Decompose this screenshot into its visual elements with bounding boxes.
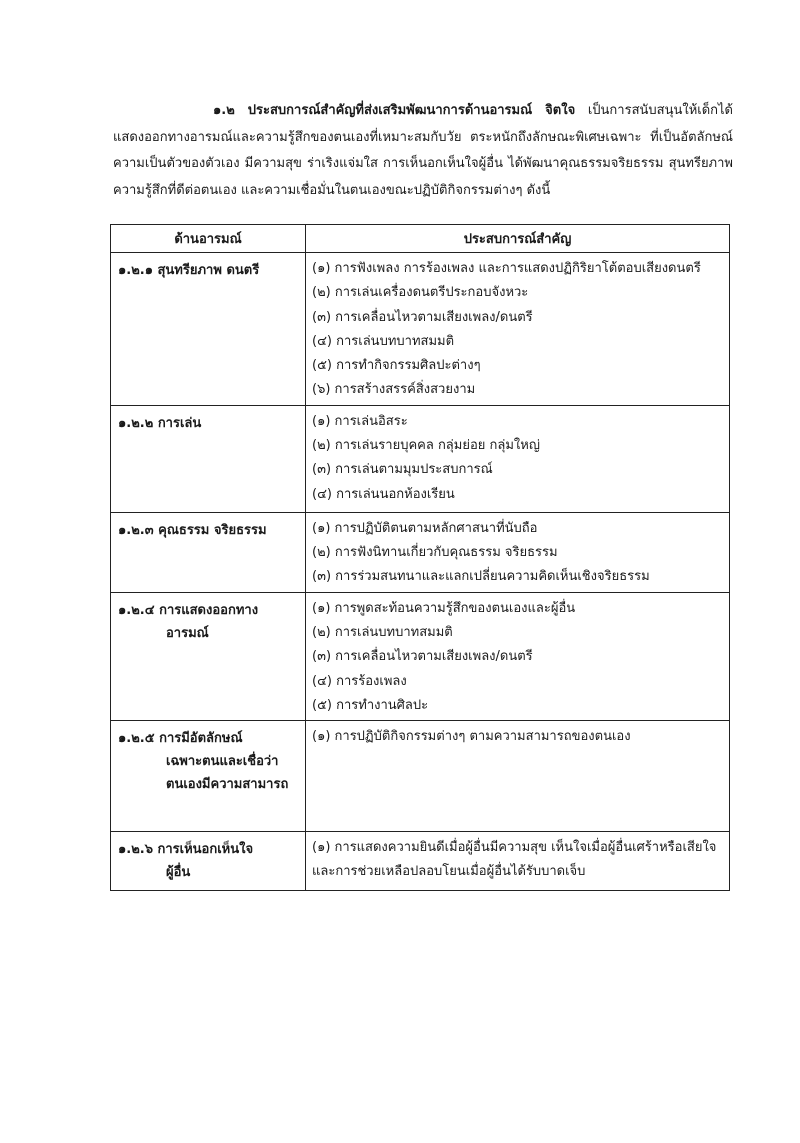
items-cell [306,592,730,720]
category-number: ๑.๒.๓ [118,522,154,538]
category-number: ๑.๒.๕ [118,731,155,747]
category-title: การแสดงออกทาง [159,602,259,618]
header-emotion: ด้านอารมณ์ [111,225,306,253]
category-cell [111,721,306,832]
category-title: สุนทรียภาพ ดนตรี [157,263,260,278]
category-title: คุณธรรม จริยธรรม [158,522,267,538]
list-item: (๑) การปฏิบัติตนตามหลักศาสนาที่นับถือ [312,520,538,536]
category-cell [111,253,306,406]
table-header-row [111,225,730,253]
category-cell [111,512,306,592]
list-item: (๔) การร้องเพลง [312,673,407,689]
intro-body: เป็นการสนับสนุนให้เด็กได้แสดงออกทางอารมณ์และความรู้สึกของตนเองที่เหมาะสมกับวัย ตระหนักถึงลักษณะพิเศษเฉพาะ ที่เป็นอัตลักษณ์ ความเป็นตัวของตัวเอง มีความสุข ร่าเริงแจ่มใส การเห็นอกเห็นใจผู้อื่น ได้พัฒนาคุณธรรมจริยธรรม สุนทรียภาพ ความรู้สึกที่ดีต่อตนเอง และความเชื่อมั่นในตนเองขณะปฏิบัติกิจกรรมต่างๆ ดังนี้ [113,103,733,198]
items-cell [306,721,730,832]
category-title: การเห็นอกเห็นใจ [157,842,254,858]
table-row [111,592,730,720]
list-item: (๓) การเคลื่อนไหวตามเสียงเพลง/ดนตรี [312,309,533,325]
list-item: (๑) การฟังเพลง การร้องเพลง และการแสดงปฏิกิริยาโต้ตอบเสียงดนตรี [312,261,701,276]
section-heading: ๑.๒ ประสบการณ์สำคัญที่ส่งเสริมพัฒนาการด้านอารมณ์ จิตใจ [213,103,576,118]
list-item: (๒) การเล่นเครื่องดนตรีประกอบจังหวะ [312,285,529,301]
items-cell [306,253,730,406]
category-title-continued: ผู้อื่น [166,865,191,881]
intro-paragraph [113,98,733,204]
table-row [111,253,730,406]
category-title-continued: เฉพาะตนและเชื่อว่าตนเองมีความสามารถ [166,754,289,793]
table-row [111,832,730,891]
items-cell [306,405,730,512]
list-item: (๑) การปฏิบัติกิจกรรมต่างๆ ตามความสามารถของตนเอง [312,729,631,745]
header-key-experience: ประสบการณ์สำคัญ [306,225,730,253]
list-item: (๕) การทำกิจกรรมศิลปะต่างๆ [312,358,481,374]
category-title-continued: อารมณ์ [166,625,209,641]
category-number: ๑.๒.๖ [118,842,153,858]
list-item: (๔) การเล่นบทบาทสมมติ [312,333,455,349]
category-title: การเล่น [157,415,202,431]
items-cell [306,512,730,592]
category-cell [111,832,306,891]
table-row [111,721,730,832]
list-item: (๒) การเล่นรายบุคคล กลุ่มย่อย กลุ่มใหญ่ [312,438,540,454]
list-item: (๒) การเล่นบทบาทสมมติ [312,624,453,640]
list-item: (๑) การพูดสะท้อนความรู้สึกของตนเองและผู้อื่น [312,600,576,616]
list-item: (๑) การเล่นอิสระ [312,413,408,429]
table-row [111,512,730,592]
table-row [111,405,730,512]
category-title: การมีอัตลักษณ์ [159,731,243,747]
experience-table [110,224,730,891]
list-item: (๕) การทำงานศิลปะ [312,697,429,713]
list-item: (๖) การสร้างสรรค์สิ่งสวยงาม [312,382,476,398]
list-item: (๑) การแสดงความยินดีเมื่อผู้อื่นมีความสุข เห็นใจเมื่อผู้อื่นเศร้าหรือเสียใจและการช่วยเหลือปลอบโยนเมื่อผู้อื่นได้รับบาดเจ็บ [312,840,717,880]
list-item: (๓) การร่วมสนทนาและแลกเปลี่ยนความคิดเห็นเชิงจริยธรรม [312,569,650,585]
category-number: ๑.๒.๔ [118,602,155,618]
list-item: (๒) การฟังนิทานเกี่ยวกับคุณธรรม จริยธรรม [312,545,558,561]
list-item: (๓) การเล่นตามมุมประสบการณ์ [312,462,493,478]
category-cell [111,592,306,720]
category-number: ๑.๒.๒ [118,415,154,431]
list-item: (๓) การเคลื่อนไหวตามเสียงเพลง/ดนตรี [312,649,533,665]
items-cell [306,832,730,891]
category-cell [111,405,306,512]
category-number: ๑.๒.๑ [118,263,153,278]
list-item: (๔) การเล่นนอกห้องเรียน [312,486,455,502]
